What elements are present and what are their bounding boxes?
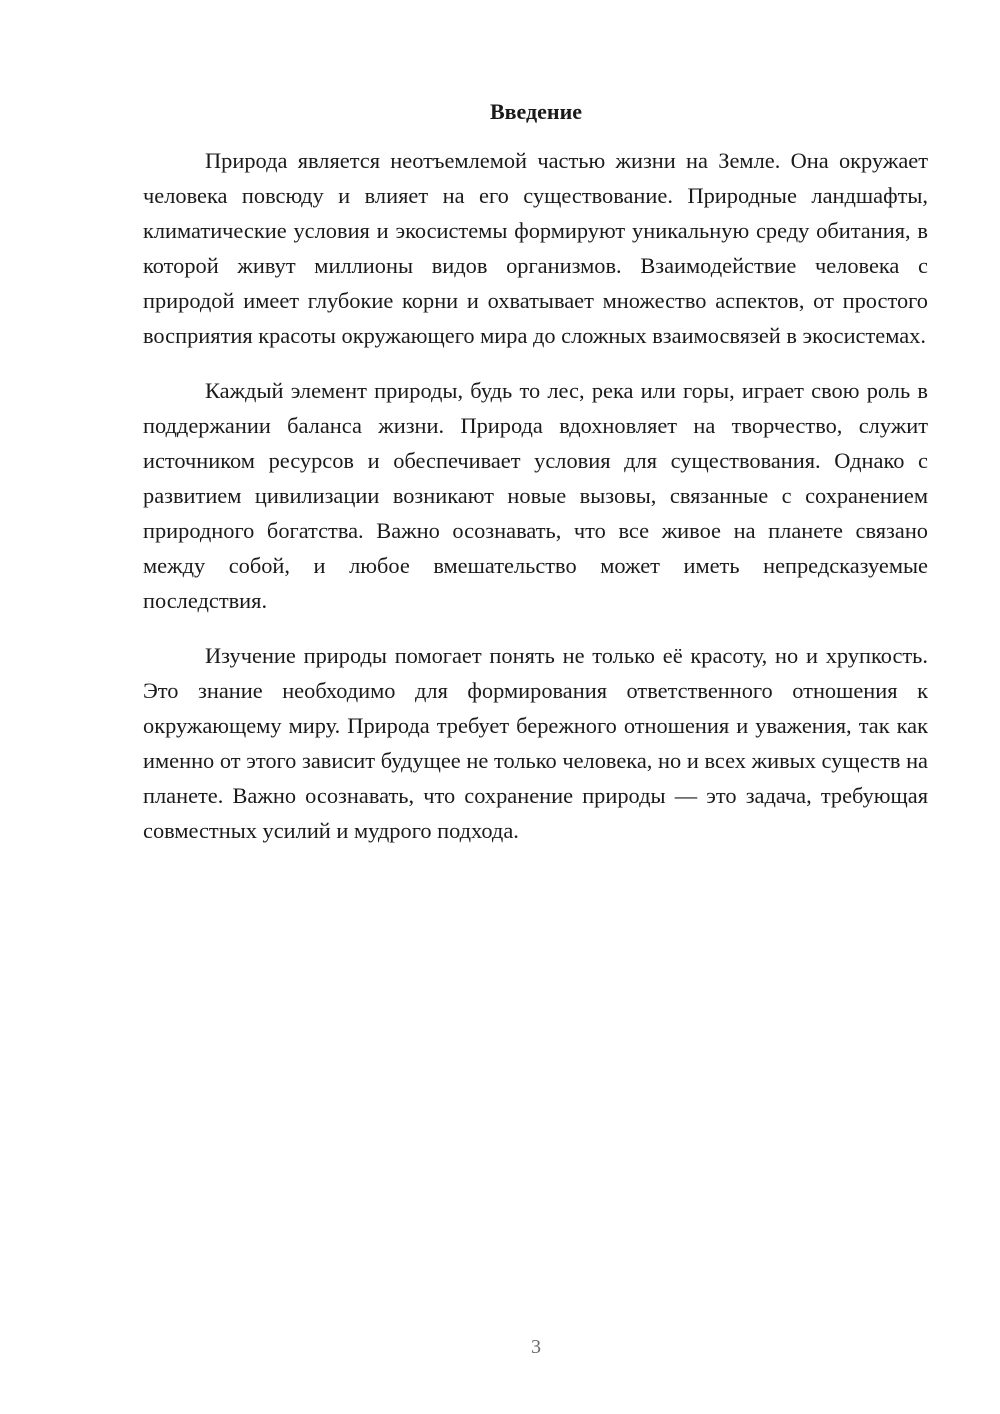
paragraph-1: Природа является неотъемлемой частью жизни на Земле. Она окружает человека повсюду и влияет на его существование. Природные ландшафты, климатические условия и экосистемы формируют уникальную среду обитания, в которой живут миллионы видов организмов. Взаимодействие человека с природой имеет глубокие корни и охватывает множество аспектов, от простого восприятия красоты окружающего мира до сложных взаимосвязей в экосистемах. <box>143 148 928 348</box>
section-title: Введение <box>489 99 583 124</box>
body-text <box>143 143 928 868</box>
paragraph-3: Изучение природы помогает понять не только её красоту, но и хрупкость. Это знание необходимо для формирования ответственного отношения к окружающему миру. Природа требует бережного отношения и уважения, так как именно от этого зависит будущее не только человека, но и всех живых существ на планете. Важно осознавать, что сохранение природы — это задача, требующая совместных усилий и мудрого подхода. <box>143 643 928 843</box>
paragraph-2: Каждый элемент природы, будь то лес, река или горы, играет свою роль в поддержании баланса жизни. Природа вдохновляет на творчество, служит источником ресурсов и обеспечивает условия для существования. Однако с развитием цивилизации возникают новые вызовы, связанные с сохранением природного богатства. Важно осознавать, что все живое на планете связано между собой, и любое вмешательство может иметь непредсказуемые последствия. <box>143 378 928 613</box>
page-number: 3 <box>531 1336 541 1358</box>
